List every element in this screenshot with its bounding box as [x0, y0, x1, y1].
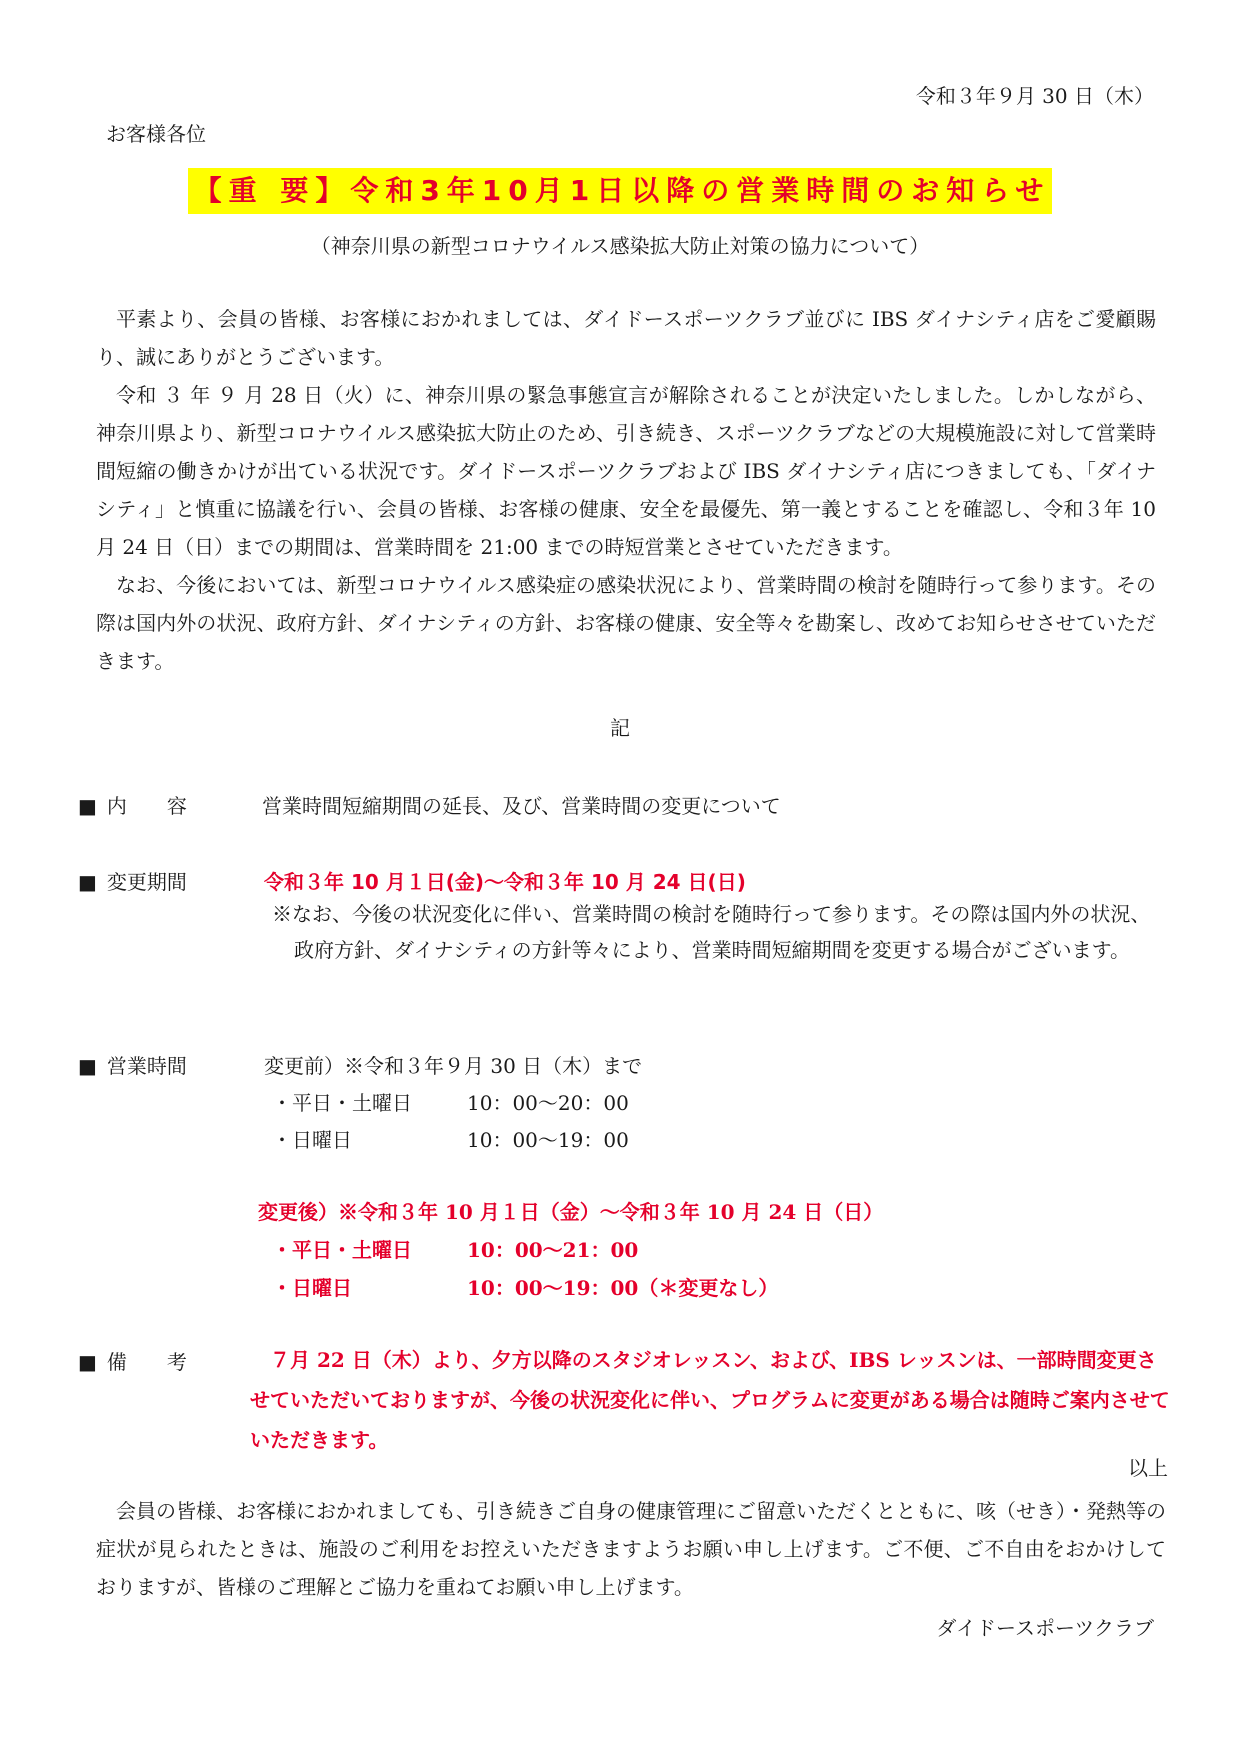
before-weekday-time: 10：00～20：00 [467, 1091, 629, 1115]
after-heading: 変更後）※令和３年 10 月１日（金）～令和３年 10 月 24 日（日） [258, 1200, 884, 1224]
before-sunday-label: ・日曜日 [272, 1128, 352, 1152]
square-bullet-icon: ■ [78, 1054, 97, 1078]
body-paragraph-2: 令和 ３ 年 ９ 月 28 日（火）に、神奈川県の緊急事態宣言が解除されることが決定いたしました。しかしながら、神奈川県より、新型コロナウイルス感染拡大防止のため、引き続き、スポーツクラブなどの大規模施設に対して営業時間短縮の働きかけが出ている状況です。ダイドースポーツクラブおよび IBS ダイナシティ店につきましても、「ダイナシティ」と慎重に協議を行い、会員の皆様、お客様の健康、安全を最優先、第一義とすることを確認し、令和３年 10 月 24 日（日）までの期間は、営業時間を 21:00 までの時短営業とさせていただきます。 [96, 383, 1156, 559]
item-bikou-label: ■ 備 考 [78, 1350, 187, 1374]
notice-subtitle: （神奈川県の新型コロナウイルス感染拡大防止対策の協力について） [310, 234, 930, 258]
closing-text: 会員の皆様、お客様におかれましても、引き続きご自身の健康管理にご留意いただくとともに、咳（せき）・発熱等の症状が見られたときは、施設のご利用をお控えいただきますようお願い申し上げます。ご不便、ご不自由をおかけしておりますが、皆様のご理解とご協力を重ねてお願い申し上げます。 [96, 1499, 1166, 1599]
before-sunday-time: 10：00～19：00 [467, 1128, 629, 1152]
body-paragraph-3: なお、今後においては、新型コロナウイルス感染症の感染状況により、営業時間の検討を随時行って参ります。その際は国内外の状況、政府方針、ダイナシティの方針、お客様の健康、安全等々を勘案し、改めてお知らせさせていただきます。 [96, 573, 1156, 673]
item-jikan-label: ■ 営業時間 [78, 1054, 187, 1078]
signature: ダイドースポーツクラブ [936, 1616, 1154, 1640]
after-sunday-time: 10：00～19：00（＊変更なし） [467, 1276, 779, 1300]
item-naiyou-value: 営業時間短縮期間の延長、及び、営業時間の変更について [262, 794, 781, 818]
after-sunday-label: ・日曜日 [272, 1276, 352, 1300]
before-weekday-label: ・平日・土曜日 [272, 1091, 412, 1115]
item-kikan-note: ※なお、今後の状況変化に伴い、営業時間の検討を随時行って参ります。その際は国内外の状況、政府方針、ダイナシティの方針等々により、営業時間短縮期間を変更する場合がございます。 [272, 902, 1151, 962]
item-naiyou-label: ■ 内 容 [78, 794, 187, 818]
title-block [0, 168, 1240, 214]
ijou-closing-mark: 以上 [1128, 1456, 1168, 1480]
after-weekday-time: 10：00～21：00 [467, 1238, 639, 1262]
before-heading: 変更前）※令和３年９月 30 日（木）まで [264, 1054, 643, 1078]
item-kikan-value: 令和３年 10 月１日(金)～令和３年 10 月 24 日(日) [264, 870, 746, 894]
notice-title: 【重 要】令和3年10月1日以降の営業時間のお知らせ [188, 168, 1053, 214]
square-bullet-icon: ■ [78, 1350, 97, 1374]
body-text [96, 300, 1156, 680]
document-date: 令和３年９月 30 日（木） [915, 84, 1154, 108]
square-bullet-icon: ■ [78, 794, 97, 818]
square-bullet-icon: ■ [78, 870, 97, 894]
item-kikan-label: ■ 変更期間 [78, 870, 187, 894]
after-weekday-label: ・平日・土曜日 [272, 1238, 412, 1262]
salutation: お客様各位 [106, 122, 206, 146]
ki-heading: 記 [610, 716, 630, 740]
body-paragraph-1: 平素より、会員の皆様、お客様におかれましては、ダイドースポーツクラブ並びに IBS ダイナシティ店をご愛顧賜り、誠にありがとうございます。 [96, 307, 1156, 369]
item-bikou-value: ７月 22 日（木）より、夕方以降のスタジオレッスン、および、IBS レッスンは、一部時間変更させていただいておりますが、今後の状況変化に伴い、プログラムに変更がある場合は随時ご案内させていただきます。 [250, 1348, 1170, 1452]
